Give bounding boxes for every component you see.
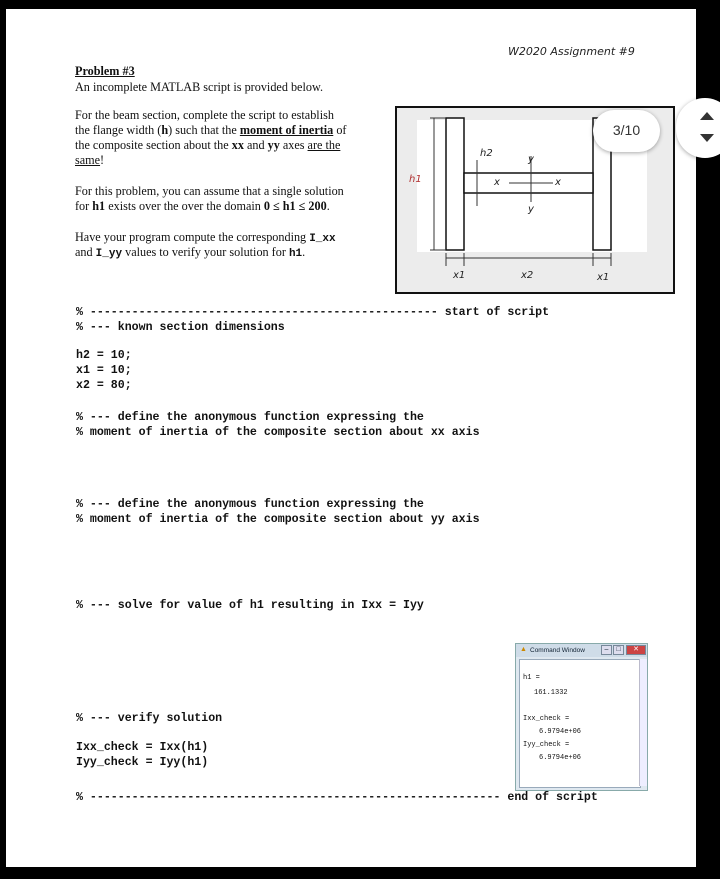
comment-known: % --- known section dimensions bbox=[76, 321, 285, 334]
comment-ixx-2: % moment of inertia of the composite section about xx axis bbox=[76, 426, 480, 439]
output-h1-value: 161.1332 bbox=[534, 689, 568, 697]
maximize-button[interactable]: □ bbox=[613, 645, 624, 655]
code-ixx-check: Ixx_check = Ixx(h1) bbox=[76, 741, 209, 754]
p1-line2: the flange width (h) such that the moment of inertia of bbox=[75, 123, 347, 137]
output-iyy-value: 6.9794e+06 bbox=[539, 754, 582, 762]
comment-verify: % --- verify solution bbox=[76, 712, 223, 725]
page-counter-label: 3/10 bbox=[612, 122, 641, 138]
problem-title: Problem #3 bbox=[75, 64, 135, 78]
command-window bbox=[515, 643, 648, 791]
code-iyy-check: Iyy_check = Iyy(h1) bbox=[76, 756, 209, 769]
code-x1: x1 = 10; bbox=[76, 364, 132, 377]
output-iyy-label: Iyy_check = bbox=[523, 741, 570, 749]
script-start-line: % -------------------------------------------------- start of script bbox=[76, 306, 550, 319]
label-x-left: x bbox=[494, 177, 500, 188]
comment-solve: % --- solve for value of h1 resulting in Ixx = Iyy bbox=[76, 599, 424, 612]
close-button[interactable]: ✕ bbox=[626, 645, 646, 655]
p2-line1: For this problem, you can assume that a single solution bbox=[75, 184, 344, 198]
page-down-icon[interactable] bbox=[700, 134, 714, 142]
p1-line4: same! bbox=[75, 153, 105, 167]
label-x-right: x bbox=[555, 177, 561, 188]
p2-line2: for h1 exists over the over the domain 0 ≤ h1 ≤ 200. bbox=[75, 199, 330, 213]
page-counter bbox=[593, 110, 660, 152]
output-ixx-label: Ixx_check = bbox=[523, 715, 570, 723]
matlab-icon: ▲ bbox=[520, 646, 527, 653]
p3-line1: Have your program compute the corresponding I_xx bbox=[75, 230, 336, 245]
command-window-title: Command Window bbox=[530, 647, 585, 654]
command-window-output bbox=[519, 659, 641, 788]
output-h1-label: h1 = bbox=[523, 674, 540, 682]
comment-iyy-2: % moment of inertia of the composite section about yy axis bbox=[76, 513, 480, 526]
comment-ixx-1: % --- define the anonymous function expressing the bbox=[76, 411, 424, 424]
code-h2: h2 = 10; bbox=[76, 349, 132, 362]
command-window-titlebar bbox=[516, 644, 647, 657]
comment-iyy-1: % --- define the anonymous function expressing the bbox=[76, 498, 424, 511]
label-x2: x2 bbox=[521, 270, 534, 281]
label-x1-right: x1 bbox=[597, 272, 610, 283]
label-h1: h1 bbox=[409, 174, 422, 185]
output-ixx-value: 6.9794e+06 bbox=[539, 728, 582, 736]
code-x2: x2 = 80; bbox=[76, 379, 132, 392]
p3-line2: and I_yy values to verify your solution for h1. bbox=[75, 245, 306, 260]
label-y-bottom: y bbox=[528, 204, 534, 215]
p1-line3: the composite section about the xx and yy axes are the bbox=[75, 138, 341, 152]
label-h2: h2 bbox=[480, 148, 493, 159]
label-y-top: y bbox=[528, 154, 534, 165]
command-window-scrollbar[interactable] bbox=[639, 659, 647, 786]
script-end-line: % ----------------------------------------------------------- end of script bbox=[76, 791, 598, 804]
page-up-icon[interactable] bbox=[700, 112, 714, 120]
p1-line1: For the beam section, complete the script to establish bbox=[75, 108, 334, 122]
minimize-button[interactable]: – bbox=[601, 645, 612, 655]
assignment-header: W2020 Assignment #9 bbox=[508, 45, 635, 58]
intro-text: An incomplete MATLAB script is provided below. bbox=[75, 80, 323, 94]
label-x1-left: x1 bbox=[453, 270, 466, 281]
